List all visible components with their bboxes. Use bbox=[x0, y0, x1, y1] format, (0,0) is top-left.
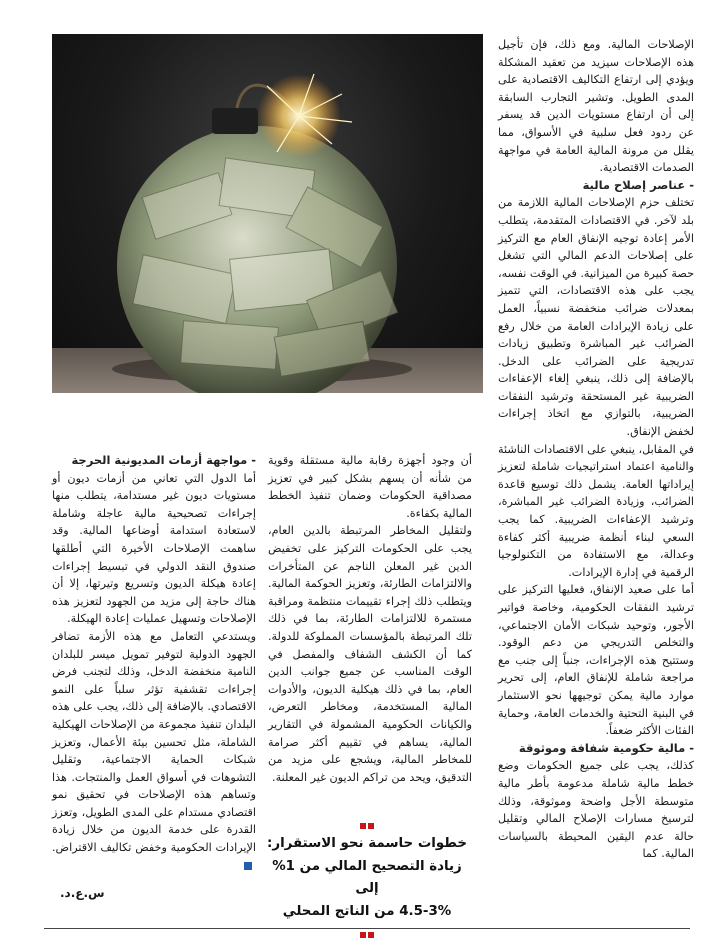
paragraph: كذلك، يجب على جميع الحكومات وضع خطط مالية شاملة مدعومة بأطر مالية متوسطة الأجل واضحة وموثوقة، وذلك لترسيخ مسارات الإصلاح المالي وتقليل حالة عدم اليقين المحيطة بالسياسات المالية. كما bbox=[498, 759, 694, 861]
paragraph: أما على صعيد الإنفاق، فعليها التركيز على ترشيد النفقات الحكومية، وخاصة فواتير الأجور، وتوحيد شبكات الأمان الاجتماعي، والتخلص التدريجي من دعم الوقود. وستتيح هذه الإجراءات، جنباً إلى جنب مع مراجعة شاملة للإنفاق العام، إلى تحرير موارد مالية يمكن توجيهها نحو الاستثمار في البنية التحتية والخدمات العامة، وحماية الفئات الأكثر ضعفاً. bbox=[498, 583, 694, 738]
column-right bbox=[498, 36, 694, 863]
end-of-article-mark bbox=[244, 862, 252, 870]
paragraph-text: ويستدعي التعامل مع هذه الأزمة تضافر الجهود الدولية لتوفير تمويل ميسر للبلدان النامية منخفضة الدخل، وذلك لتجنب فرض إجراءات تقشفية تؤثر سلباً على النمو الاقتصادي. بالإضافة إلى ذلك، يجب على هذه البلدان تنفيذ مجموعة من الإصلاحات الهيكلية الشاملة، مثل تحسين بيئة الأعمال، وتعزيز شبكات الحماية الاجتماعية، وتقليل التشوهات في أسواق العمل والمنتجات. هذا وتساهم هذه الإصلاحات في تحقيق نمو اقتصادي مستدام على المدى الطويل، وتعزز القدرة على خدمة الديون من خلال زيادة الإيرادات الحكومية وخفض تكاليف الاقتراض. bbox=[52, 629, 256, 855]
pull-quote-line-1: خطوات حاسمة نحو الاستقرار: bbox=[267, 836, 467, 851]
pull-quote-line-2: زيادة التصحيح المالي من 1% إلى bbox=[272, 858, 462, 896]
pull-quote-top-marks bbox=[263, 814, 471, 833]
column-middle bbox=[268, 452, 472, 786]
money-bomb-photo bbox=[52, 34, 483, 393]
page-bottom-rule bbox=[44, 928, 690, 929]
section-heading-debt-crisis: - مواجهة أزمات المديونية الحرجة bbox=[71, 453, 256, 467]
paragraph: الإصلاحات المالية. ومع ذلك، فإن تأجيل هذه الإصلاحات سيزيد من تعقيد المشكلة ويؤدي إلى ارتفاع التكاليف الاقتصادية على المدى الطويل. وتشير التجارب السابقة إلى أن ارتفاع مستويات الدين قد يسفر عن ردود فعل سلبية في الأسواق، مما يقلل من مرونة المالية العامة في مواجهة الصدمات الاقتصادية. bbox=[498, 38, 694, 175]
paragraph: أن وجود أجهزة رقابة مالية مستقلة وقوية من شأنه أن يسهم بشكل كبير في تعزيز مصداقية الحكومات وضمان تنفيذ الخطط المالية بكفاءة. bbox=[268, 454, 472, 520]
paragraph: ولتقليل المخاطر المرتبطة بالدين العام، يجب على الحكومات التركيز على تخفيض الدين غير المعلن الناجم عن المتأخرات والالتزامات الطارئة، وتعزيز الحوكمة المالية. ويتطلب ذلك إجراء تقييمات منتظمة ومراقبة مستمرة للالتزامات الطارئة، بما في ذلك تلك المرتبطة بالمؤسسات المملوكة للدولة. كما أن الكشف الشفاف والمفصل في الوقت المناسب عن جميع جوانب الدين العام، بما في ذلك هيكلية الديون، والأدوات المالية المستخدمة، ومخاطر التعرض، والكيانات الحكومية المشمولة في التقارير المالية، يساهم في تقييم أكثر صرامة للمخاطر المالية، ويشجع على مزيد من التدقيق، ويحد من تراكم الديون غير المعلنة. bbox=[268, 524, 472, 784]
pull-quote-bottom-marks bbox=[263, 923, 471, 942]
section-heading-governance: - مالية حكومية شفافة وموثوقة bbox=[518, 740, 694, 755]
money-bomb-illustration bbox=[52, 34, 483, 393]
paragraph: تختلف حزم الإصلاحات المالية اللازمة من بلد لآخر. في الاقتصادات المتقدمة، يتطلب الأمر إعادة توجيه الإنفاق العام مع التركيز على إصلاحات الدعم المالي التي تشغل حصة كبيرة من الميزانية. في الوقت نفسه، يجب على هذه الاقتصادات، التي تتميز بمعدلات ضرائب منخفضة نسبياً، العمل على زيادة الإيرادات العامة من خلال رفع الضرائب غير المباشرة وتطبيق زيادات تدريجية على الضرائب على الدخل. بالإضافة إلى ذلك، ينبغي إلغاء الإعفاءات الضريبية غير المستحقة وترشيد النفقات الضريبية، بالتوازي مع اتخاذ إجراءات لخفض الإنفاق. bbox=[498, 196, 694, 439]
paragraph bbox=[52, 628, 256, 874]
paragraph: في المقابل، ينبغي على الاقتصادات الناشئة والنامية اعتماد استراتيجيات شاملة لتعزيز إيراداتها العامة. يشمل ذلك توسيع قاعدة الضرائب، وزيادة الضرائب غير المباشرة، وترشيد الإعفاءات الضريبية. كما يجب السعي لبناء أنظمة ضريبية أكثر كفاءة وعدالة، مع الاستفادة من التكنولوجيا الرقمية في إدارة الإيرادات. bbox=[498, 442, 694, 579]
pull-quote-line-3: 4.5-3% من الناتج المحلي bbox=[282, 903, 452, 919]
section-heading-fiscal-elements: - عناصر إصلاح مالية bbox=[582, 177, 694, 192]
author-signature: س.ع.د. bbox=[60, 886, 105, 900]
column-left bbox=[52, 452, 256, 874]
pull-quote bbox=[263, 814, 471, 942]
paragraph: أما الدول التي تعاني من أزمات ديون أو مستويات ديون غير مستدامة، يتطلب منها إجراءات تصحيحية مالية عاجلة وشاملة لاستعادة استدامة أوضاعها المالية. وقد ساهمت الإصلاحات الأخيرة التي أطلقها صندوق النقد الدولي في تبسيط إجراءات إعادة هيكلة الديون وتسريع وتيرتها، إلا أن هناك حاجة إلى مزيد من الجهود لتعزيز هذه الإصلاحات وتسهيل عمليات إعادة الهيكلة. bbox=[52, 471, 256, 626]
